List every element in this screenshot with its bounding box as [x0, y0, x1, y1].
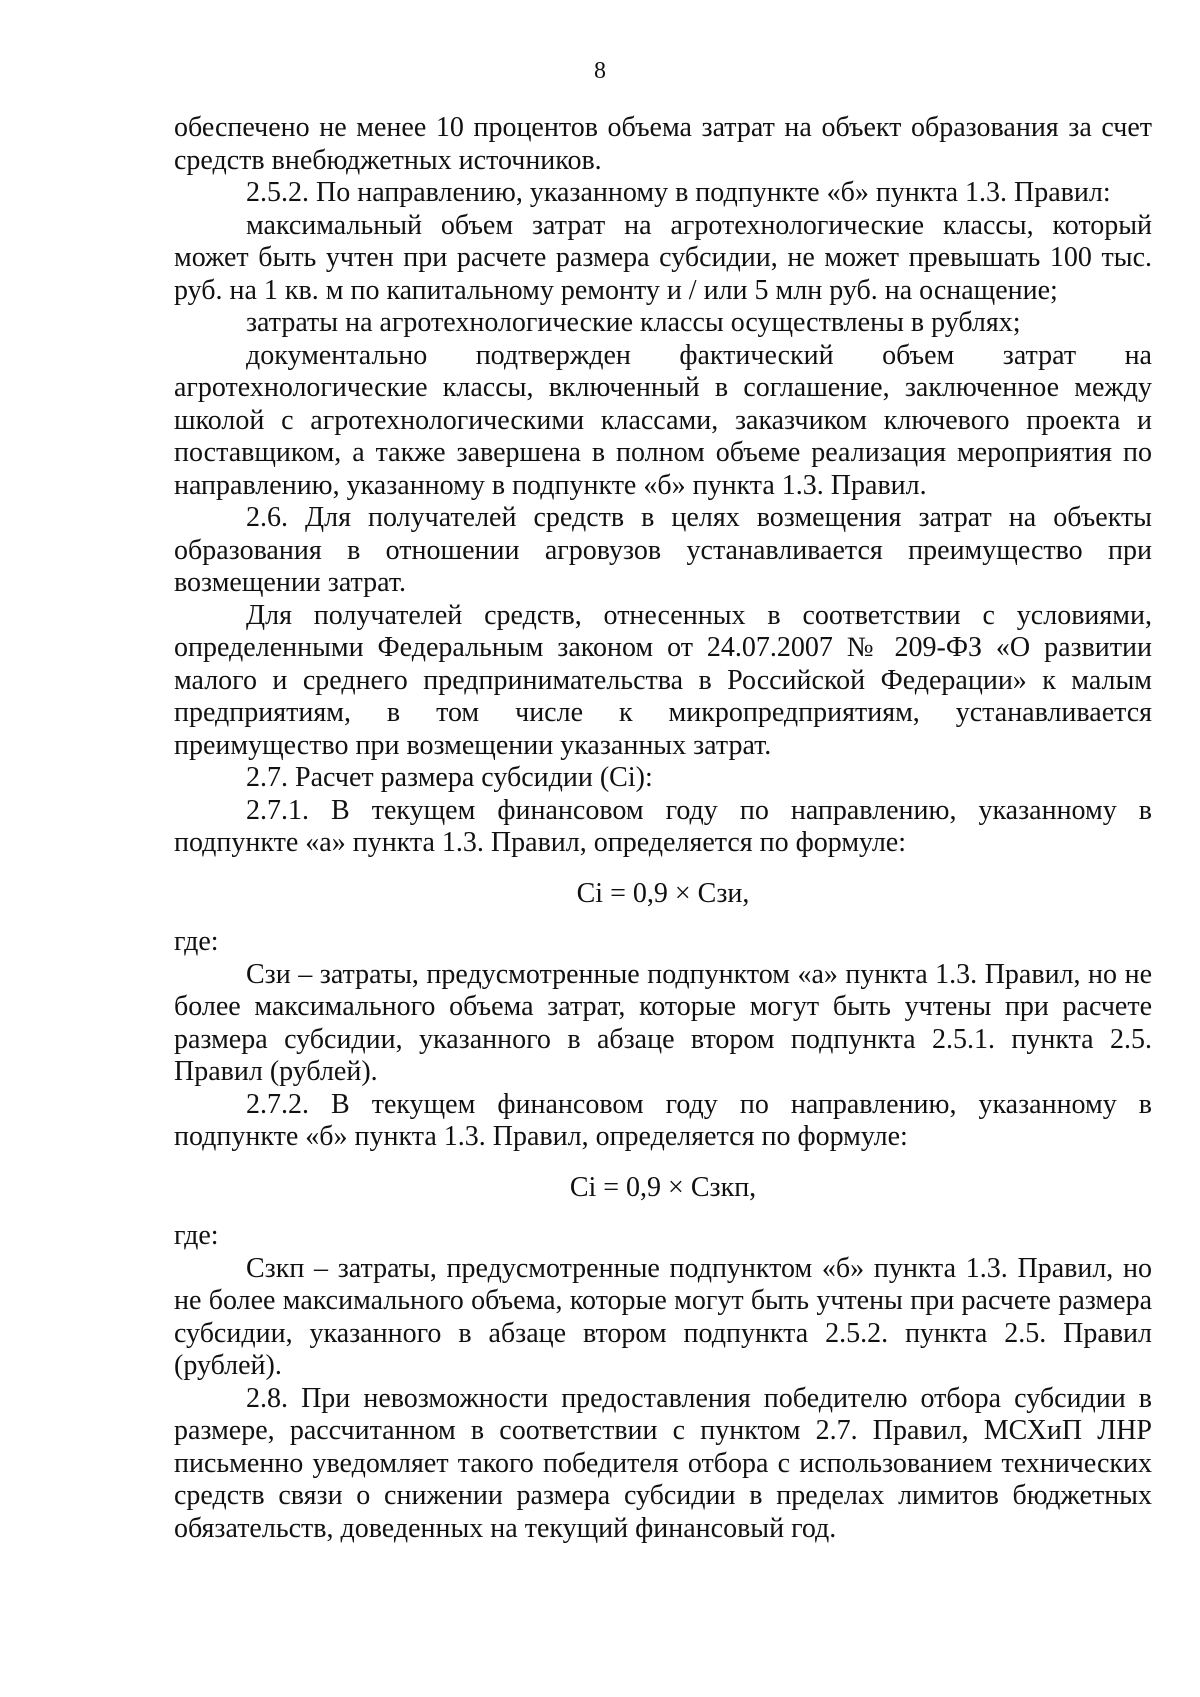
page-number: 8: [594, 58, 606, 84]
paragraph-2-8: 2.8. При невозможности предоставления победителю отбора субсидии в размере, рассчитанном в соответствии с пунктом 2.7. Правил, МСХиП ЛНР письменно уведомляет такого победителя отбора с использованием технических средств связи о снижении размера субсидии в пределах лимитов бюджетных обязательств, доведенных на текущий финансовый год.: [174, 1382, 1152, 1544]
paragraph-max-cost-agro-classes: максимальный объем затрат на агротехнологические классы, который может быть учтен при расчете размера субсидии, не может превышать 100 тыс. руб. на 1 кв. м по капитальному ремонту и / или 5 млн руб. на оснащение;: [174, 209, 1152, 306]
formula-szi: Сi = 0,9 × Сзи,: [576, 877, 750, 909]
formula-szkp: Сi = 0,9 × Сзкп,: [569, 1171, 757, 1203]
paragraph-2-5-2: 2.5.2. По направлению, указанному в подпункте «б» пункта 1.3. Правил:: [246, 177, 1111, 208]
paragraph-small-enterprises: Для получателей средств, отнесенных в соответствии с условиями, определенными Федеральным законом от 24.07.2007 № 209-ФЗ «О развитии малого и среднего предпринимательства в Российской Федерации» к малым предприятиям, в том числе к микропредприятиям, устанавливается преимущество при возмещении указанных затрат.: [174, 599, 1152, 761]
paragraph-2-6: 2.6. Для получателей средств в целях возмещения затрат на объекты образования в отношении агровузов устанавливается преимущество при возмещении затрат.: [174, 502, 1152, 598]
where-label-2: где:: [174, 1220, 219, 1251]
paragraph-2-7-2: 2.7.2. В текущем финансовом году по направлению, указанному в подпункте «б» пункта 1.3. Правил, определяется по формуле:: [174, 1088, 1152, 1152]
paragraph-szi-definition: Сзи – затраты, предусмотренные подпунктом «а» пункта 1.3. Правил, но не более максимального объема затрат, которые могут быть учтены при расчете размера субсидии, указанного в абзаце втором подпункта 2.5.1. пункта 2.5. Правил (рублей).: [174, 958, 1152, 1087]
document-body: [174, 112, 1152, 1545]
paragraph-2-7: 2.7. Расчет размера субсидии (Сi):: [246, 762, 653, 793]
paragraph-documented-costs: документально подтвержден фактический объем затрат на агротехнологические классы, включенный в соглашение, заключенное между школой с агротехнологическими классами, заказчиком ключевого проекта и поставщиком, а также завершена в полном объеме реализация мероприятия по направлению, указанному в подпункте «б» пункта 1.3. Правил.: [174, 339, 1152, 501]
paragraph-2-7-1: 2.7.1. В текущем финансовом году по направлению, указанному в подпункте «а» пункта 1.3. Правил, определяется по формуле:: [174, 794, 1152, 858]
paragraph-szkp-definition: Сзкп – затраты, предусмотренные подпунктом «б» пункта 1.3. Правил, но не более максимального объема, которые могут быть учтены при расчете размера субсидии, указанного в абзаце втором подпункта 2.5.2. пункта 2.5. Правил (рублей).: [174, 1252, 1152, 1381]
paragraph-costs-in-rubles: затраты на агротехнологические классы осуществлены в рублях;: [246, 307, 1021, 338]
paragraph-cost-share-continuation: обеспечено не менее 10 процентов объема затрат на объект образования за счет средств внебюджетных источников.: [174, 112, 1152, 176]
where-label-1: где:: [174, 926, 219, 957]
